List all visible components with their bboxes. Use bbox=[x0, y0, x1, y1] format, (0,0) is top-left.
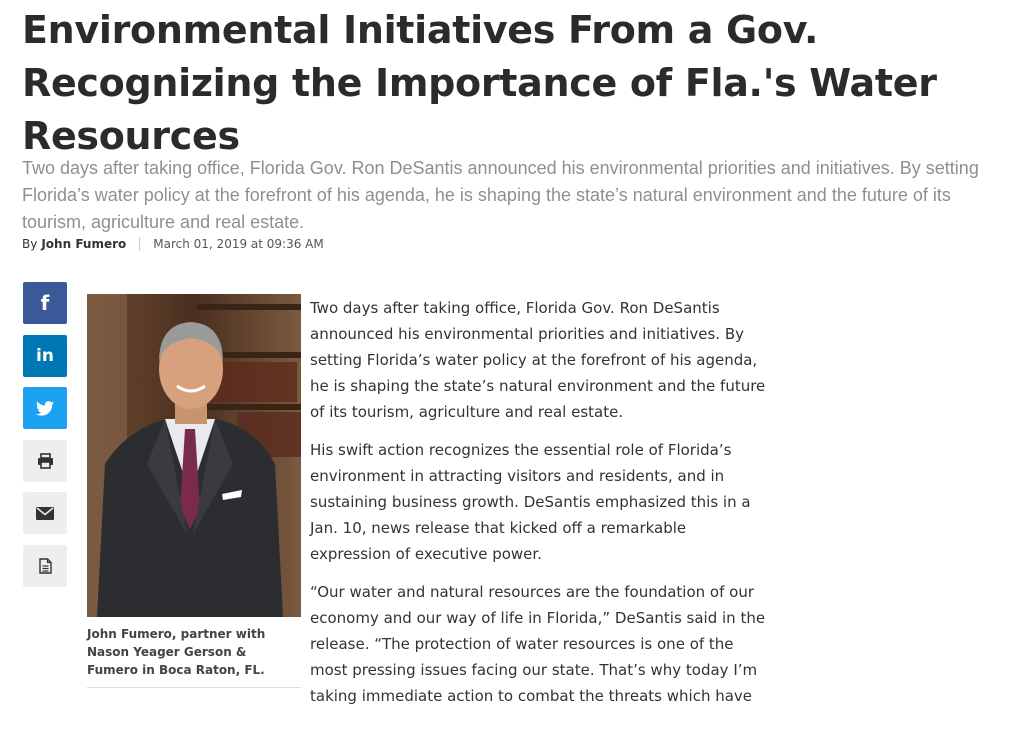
byline-separator bbox=[139, 237, 140, 251]
linkedin-icon: in bbox=[36, 345, 54, 366]
article-figure bbox=[87, 294, 301, 688]
share-toolbar bbox=[23, 282, 67, 597]
document-icon bbox=[39, 558, 52, 574]
body-paragraph: His swift action recognizes the essential role of Florida’s environment in attracting visitors and residents, and in sustaining business growth. DeSantis emphasized this in a Jan. 10, news release that kicked off a remarkable expression of executive power. bbox=[310, 441, 751, 563]
byline bbox=[22, 237, 324, 251]
article-deck: Two days after taking office, Florida Gov. Ron DeSantis announced his environmental priorities and initiatives. By setting Florida’s water policy at the forefront of his agenda, he is shaping the state’s natural environment and the future of its tourism, agriculture and real estate. bbox=[22, 158, 979, 232]
figure-caption: John Fumero, partner with Nason Yeager Gerson & Fumero in Boca Raton, FL. bbox=[87, 625, 301, 688]
print-button[interactable] bbox=[23, 440, 67, 482]
byline-author-link[interactable]: John Fumero bbox=[41, 237, 127, 251]
email-button[interactable] bbox=[23, 492, 67, 534]
article-headline: Environmental Initiatives From a Gov. Recognizing the Importance of Fla.'s Water Resources bbox=[22, 8, 937, 158]
body-paragraph: Two days after taking office, Florida Gov. Ron DeSantis announced his environmental priorities and initiatives. By setting Florida’s water policy at the forefront of his agenda, he is shaping the state’s natural environment and the future of its tourism, agriculture and real estate. bbox=[310, 299, 766, 421]
facebook-icon: f bbox=[40, 291, 50, 315]
twitter-icon bbox=[36, 401, 54, 416]
article-body bbox=[310, 295, 770, 721]
share-linkedin-button[interactable] bbox=[23, 335, 67, 377]
view-document-button[interactable] bbox=[23, 545, 67, 587]
byline-by-label: By bbox=[22, 237, 38, 251]
share-twitter-button[interactable] bbox=[23, 387, 67, 429]
body-paragraph: “Our water and natural resources are the foundation of our economy and our way of life in Florida,” DeSantis said in the release. “The protection of water resources is one of the most pressing issues facing our state. That’s why today I’m taking immediate action to combat the threats which have bbox=[310, 583, 766, 705]
print-icon bbox=[37, 453, 54, 469]
byline-date: March 01, 2019 at 09:36 AM bbox=[153, 237, 324, 251]
email-icon bbox=[36, 507, 54, 520]
share-facebook-button[interactable] bbox=[23, 282, 67, 324]
author-photo bbox=[87, 294, 301, 617]
